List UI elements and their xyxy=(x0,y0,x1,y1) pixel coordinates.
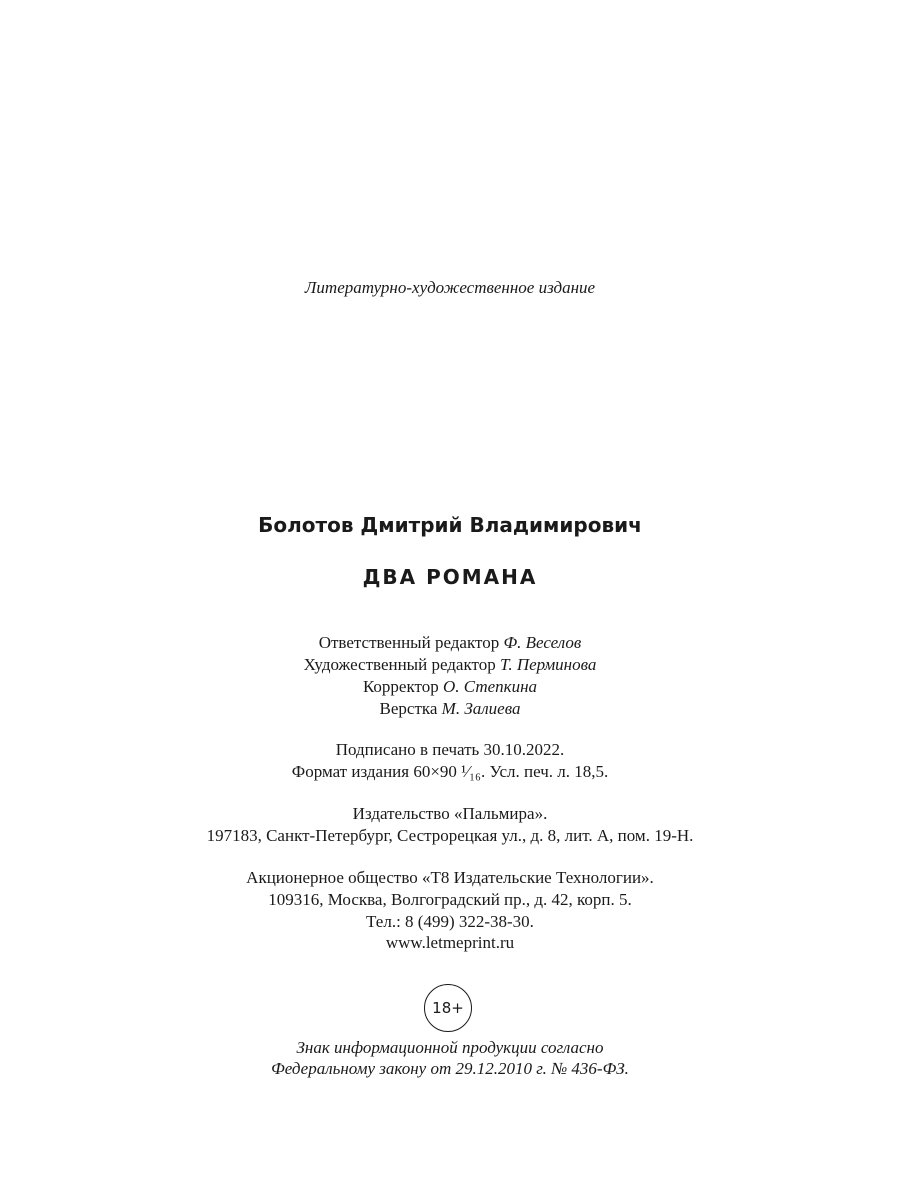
credit-line xyxy=(0,633,900,653)
publisher-address: 197183, Санкт-Петербург, Сестрорецкая ул., д. 8, лит. А, пом. 19-Н. xyxy=(206,826,694,845)
credit-line xyxy=(0,677,900,697)
credit-role: Верстка xyxy=(379,699,438,718)
credit-role: Художественный редактор xyxy=(303,655,496,674)
print-format: Формат издания 60×90 ¹⁄₁₆. Усл. печ. л. 18,5. xyxy=(291,762,609,781)
publisher-name: Издательство «Пальмира». xyxy=(352,804,548,823)
age-notice-line1: Знак информационной продукции согласно xyxy=(296,1038,604,1057)
printer-website: www.letmeprint.ru xyxy=(385,933,515,952)
age-notice-line2: Федеральному закону от 29.12.2010 г. № 436-ФЗ. xyxy=(271,1059,629,1078)
age-rating-badge xyxy=(424,984,472,1032)
credit-person: Т. Перминова xyxy=(499,655,597,674)
credit-role: Ответственный редактор xyxy=(318,633,500,652)
age-rating-label: 18+ xyxy=(432,999,464,1017)
printer-phone: Тел.: 8 (499) 322-38-30. xyxy=(366,912,534,931)
credit-person: О. Степкина xyxy=(442,677,538,696)
credit-person: М. Залиева xyxy=(441,699,521,718)
credit-line xyxy=(0,655,900,675)
genre-label: Литературно-художественное издание xyxy=(304,278,596,297)
printer-name: Акционерное общество «Т8 Издательские Технологии». xyxy=(246,868,654,887)
author-name: Болотов Дмитрий Владимирович xyxy=(258,513,642,537)
print-signed: Подписано в печать 30.10.2022. xyxy=(335,740,565,759)
printer-address: 109316, Москва, Волгоградский пр., д. 42, корп. 5. xyxy=(268,890,632,909)
credit-role: Корректор xyxy=(362,677,439,696)
book-title: ДВА РОМАНА xyxy=(362,565,538,589)
credit-line xyxy=(0,699,900,719)
credit-person: Ф. Веселов xyxy=(503,633,582,652)
